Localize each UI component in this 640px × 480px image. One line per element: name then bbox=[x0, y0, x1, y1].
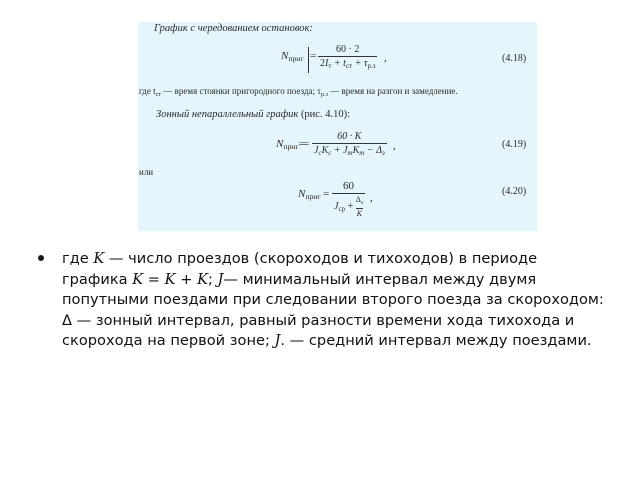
eq1-equals: = bbox=[310, 50, 317, 62]
explanation-paragraph: где K — число проездов (скороходов и тихоходов) в периоде графика K = K + K; J— минимальный интервал между двумя попутными поездами при следовании второго поезда за скороходом: Δ — зонный интервал, равный разности времени хода тихохода и скорохода на первой зоне; J. — средний интервал между поездами. bbox=[62, 250, 604, 350]
eq1-number: (4.18) bbox=[502, 53, 527, 64]
bullet-dot-icon bbox=[38, 255, 44, 261]
note-stop-time: где $t_{ст}$ — время стоянки пригородного поезда; $\tau_{р.з}$ — время на разгон и замедление. bbox=[139, 86, 458, 98]
eq1-vertical-bar bbox=[308, 47, 309, 73]
eq3-comma: , bbox=[370, 192, 373, 204]
eq3-lhs: $N_{приг}$ bbox=[298, 188, 321, 201]
eq3-fraction bbox=[332, 180, 365, 218]
eq3-number: (4.20) bbox=[502, 186, 527, 197]
eq2-equals: = bbox=[303, 138, 310, 150]
or-word: или bbox=[139, 167, 154, 177]
bullet-list bbox=[36, 248, 606, 351]
eq1-lhs: $N_{приг}$ bbox=[281, 50, 304, 63]
formula-scan-image bbox=[138, 22, 537, 231]
eq3-numerator: 60 bbox=[343, 180, 355, 192]
eq2-number: (4.19) bbox=[502, 139, 527, 150]
eq2-comma: , bbox=[393, 140, 396, 152]
eq1-fraction bbox=[318, 44, 377, 70]
eq2-numerator: 60 · K bbox=[337, 131, 362, 142]
bullet-item bbox=[36, 248, 606, 351]
eq1-denominator: $2I_т + t_{ст} + \tau_{р.з}$ bbox=[320, 58, 376, 70]
heading-zone-nonparallel: Зонный непараллельный график (рис. 4.10): bbox=[156, 109, 351, 120]
eq1-comma: , bbox=[384, 52, 387, 64]
eq2-denominator: $J_сK_с + J_тK_т - \Delta_з$ bbox=[314, 145, 385, 157]
eq3-denominator: $J_{ср}$ + $\Delta_з$ K bbox=[334, 195, 364, 218]
eq3-inner-fraction: $\Delta_з$ K bbox=[355, 195, 364, 218]
eq1-numerator: 60 · 2 bbox=[336, 44, 360, 55]
eq3-equals: = bbox=[323, 188, 330, 200]
eq2-fraction bbox=[312, 131, 387, 157]
heading-alternating-stops: График с чередованием остановок: bbox=[154, 23, 313, 34]
eq2-lhs: $N_{приг}=$ bbox=[276, 138, 305, 151]
